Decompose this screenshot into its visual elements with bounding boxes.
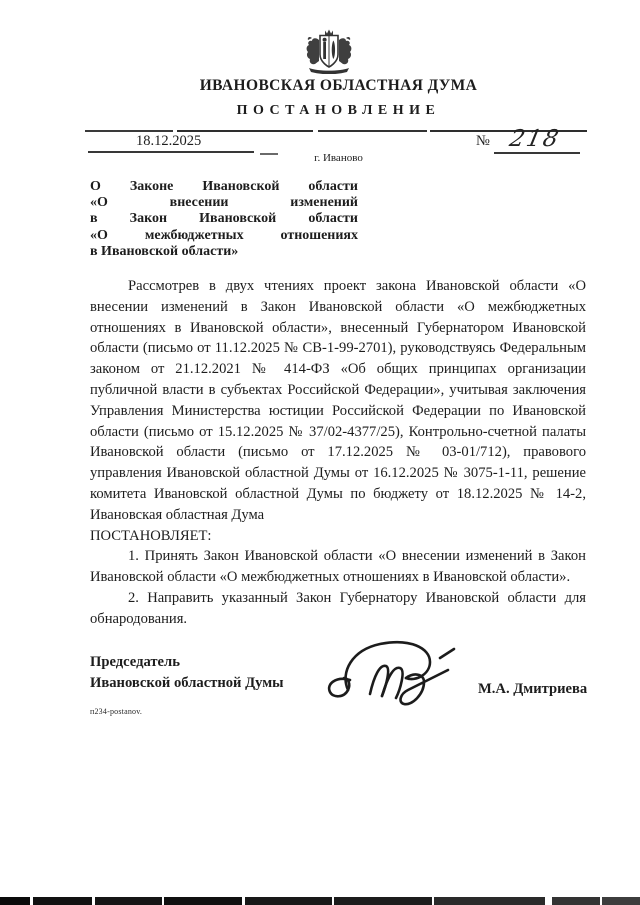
title-line: «О межбюджетных отношениях bbox=[90, 227, 358, 243]
document-type-heading: ПОСТАНОВЛЕНИЕ bbox=[236, 103, 441, 118]
resolves-line: ПОСТАНОВЛЯЕТ: bbox=[90, 527, 212, 544]
signer-name: М.А. Дмитриева bbox=[478, 681, 588, 697]
signature-icon bbox=[318, 628, 468, 710]
number-sign: № bbox=[476, 133, 490, 149]
document-date: 18.12.2025 bbox=[136, 133, 202, 149]
signer-position-line2: Ивановской областной Думы bbox=[90, 675, 284, 691]
signer-position bbox=[90, 652, 330, 694]
resolution-item-1: 1. Принять Закон Ивановской области «О внесении изменений в Закон Ивановской области «О межбюджетных отношениях в Ивановской области». bbox=[90, 548, 586, 586]
coat-of-arms-icon bbox=[300, 29, 358, 74]
document-number-handwritten: 218 bbox=[507, 126, 563, 152]
title-line: в Закон Ивановской области bbox=[90, 211, 358, 227]
title-line: О Законе Ивановской области bbox=[90, 179, 358, 194]
resolution-item-2: 2. Направить указанный Закон Губернатору Ивановской области для обнародования. bbox=[90, 589, 586, 627]
city-label: г. Иваново bbox=[314, 152, 363, 164]
signer-position-line1: Председатель bbox=[90, 654, 180, 670]
organization-name: ИВАНОВСКАЯ ОБЛАСТНАЯ ДУМА bbox=[199, 77, 478, 94]
title-line: в Ивановской области» bbox=[90, 243, 239, 259]
document-body bbox=[90, 276, 586, 630]
document-title bbox=[90, 179, 358, 260]
file-note: п234-postanov. bbox=[90, 707, 143, 716]
title-line: «О внесении изменений bbox=[90, 195, 358, 211]
preamble-paragraph: Рассмотрев в двух чтениях проект закона Ивановской области «О внесении изменений в Закон Ивановской области «О межбюджетных отношениях в Ивановской области», внесенный Губернатором Ивановской области (письмо от 11.12.2025 № СВ-1-99-2701), руководствуясь Федеральным законом от 21.12.2021 № 414-ФЗ «Об общих принципах организации публичной власти в субъектах Российской Федерации», учитывая заключения Управления Министерства юстиции Российской Федерации по Ивановской области (письмо от 15.12.2025 № 37/02-4377/25), Контрольно-счетной палаты Ивановской области (письмо от 17.12.2025 № 03-01/712), правового управления Ивановской областной Думы от 16.12.2025 № 3075-1-11, решение комитета Ивановской областной Думы по бюджету от 18.12.2025 № 14-2, Ивановская областная Дума bbox=[90, 278, 586, 523]
scan-edge-artifact bbox=[0, 897, 640, 905]
